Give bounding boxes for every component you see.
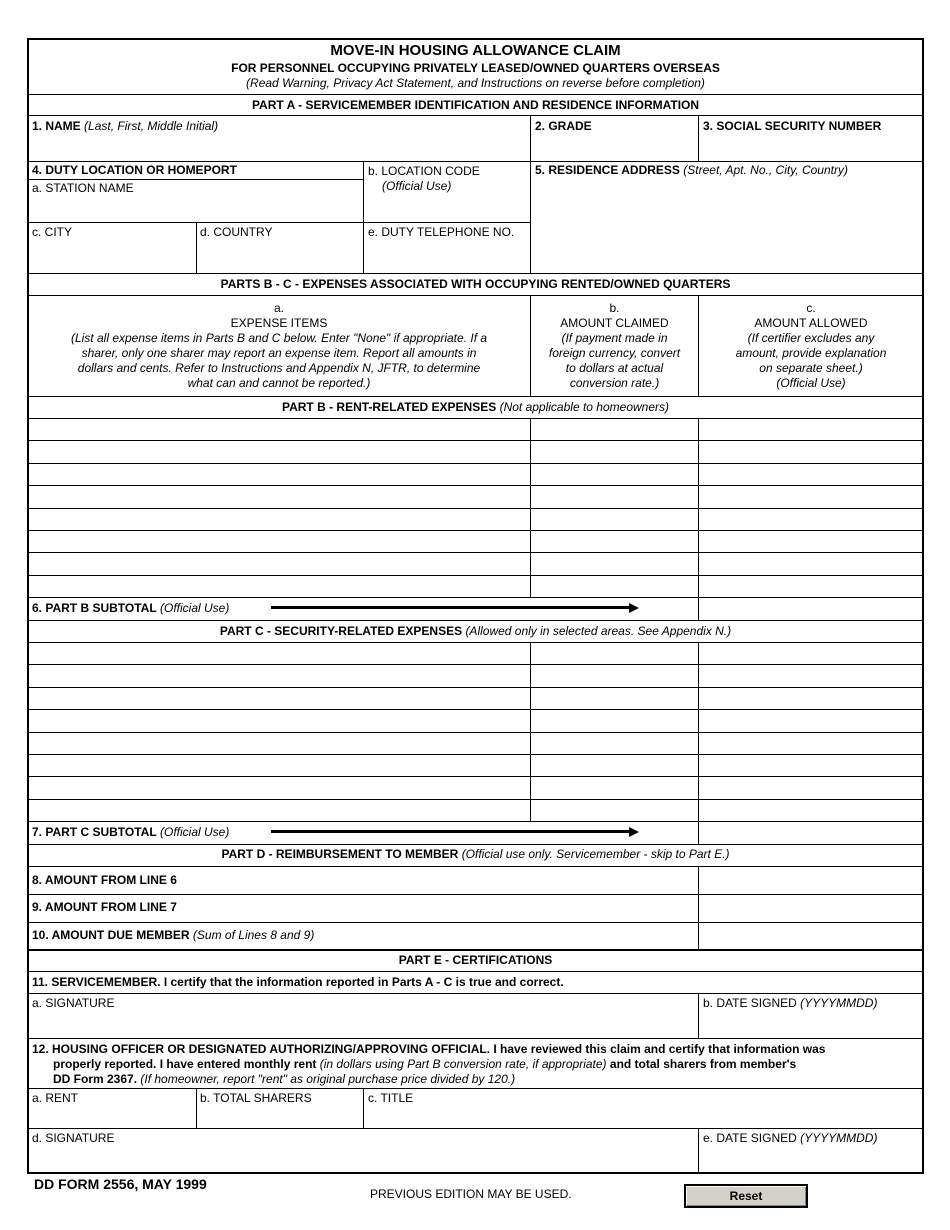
cert-12-line-2b: (in dollars using Part B conversion rate, if appropriate) [319, 1057, 607, 1071]
part-c-subtotal-input[interactable] [703, 824, 923, 844]
divider [698, 642, 699, 821]
name-input[interactable] [32, 136, 530, 160]
name-label [32, 119, 218, 133]
part-b-item-input[interactable] [32, 487, 530, 507]
rent-label: a. RENT [32, 1091, 79, 1105]
part-b-allowed-input[interactable] [703, 442, 923, 462]
divider [363, 1088, 364, 1128]
title-label: c. TITLE [368, 1091, 414, 1105]
part-b-subtotal-hint: (Official Use) [160, 601, 230, 615]
divider [698, 295, 699, 396]
divider [28, 844, 923, 845]
divider [530, 295, 531, 396]
divider [28, 508, 923, 509]
form-subtitle: FOR PERSONNEL OCCUPYING PRIVATELY LEASED/OWNED QUARTERS OVERSEAS [231, 61, 720, 75]
divider [28, 971, 923, 972]
col-b-title: AMOUNT CLAIMED [560, 316, 669, 330]
city-label: c. CITY [32, 225, 73, 239]
divider [28, 463, 923, 464]
total-sharers-label: b. TOTAL SHARERS [200, 1091, 312, 1105]
residence-address-input[interactable] [535, 180, 923, 274]
part-b-allowed-input[interactable] [703, 532, 923, 552]
grade-label: 2. GRADE [535, 119, 592, 133]
arrow-head-icon [629, 603, 639, 613]
divider [28, 799, 923, 800]
part-e-heading: PART E - CERTIFICATIONS [398, 953, 553, 967]
divider [28, 530, 923, 531]
divider [28, 687, 923, 688]
member-signature-input[interactable] [32, 1012, 696, 1036]
duty-phone-label: e. DUTY TELEPHONE NO. [368, 225, 515, 239]
official-date-hint: (YYYYMMDD) [800, 1131, 878, 1145]
divider [698, 993, 699, 1038]
part-b-subtotal-text: 6. PART B SUBTOTAL [32, 601, 157, 615]
member-signature-label: a. SIGNATURE [32, 996, 115, 1010]
col-b-letter: b. [609, 301, 620, 315]
name-hint: (Last, First, Middle Initial) [84, 119, 219, 133]
part-c-allowed-input[interactable] [703, 801, 923, 821]
part-b-heading-text: PART B - RENT-RELATED EXPENSES [281, 400, 497, 414]
title-input[interactable] [368, 1106, 922, 1128]
part-c-allowed-input[interactable] [703, 734, 923, 754]
divider [28, 620, 923, 621]
divider [28, 115, 923, 116]
part-c-allowed-input[interactable] [703, 644, 923, 664]
part-b-item-input[interactable] [32, 510, 530, 530]
line-10-label [32, 928, 314, 942]
part-c-subtotal-label [32, 825, 229, 839]
line-8-label: 8. AMOUNT FROM LINE 6 [32, 873, 177, 887]
cert-12-line-2c: and total sharers from member's [609, 1057, 797, 1071]
col-c-note-line: on separate sheet.) [759, 361, 863, 375]
location-code-label: b. LOCATION CODE [368, 164, 480, 178]
location-code-hint: (Official Use) [382, 179, 452, 193]
divider [28, 732, 923, 733]
member-date-input[interactable] [703, 1012, 923, 1036]
divider [363, 161, 364, 273]
divider [28, 664, 923, 665]
ssn-input[interactable] [703, 136, 923, 160]
part-b-claimed-input[interactable] [535, 420, 698, 440]
col-c-note-line: amount, provide explanation [735, 346, 887, 360]
part-c-subtotal-text: 7. PART C SUBTOTAL [32, 825, 157, 839]
col-b-note-line: (If payment made in [561, 331, 668, 345]
col-b-note-line: foreign currency, convert [548, 346, 681, 360]
line-10-hint: (Sum of Lines 8 and 9) [192, 928, 315, 942]
part-c-allowed-input[interactable] [703, 689, 923, 709]
divider [530, 418, 531, 597]
parts-bc-heading: PARTS B - C - EXPENSES ASSOCIATED WITH OCCUPYING RENTED/OWNED QUARTERS [220, 277, 731, 291]
part-c-claimed-input[interactable] [535, 666, 698, 686]
city-input[interactable] [32, 242, 194, 270]
member-date-label [703, 996, 877, 1010]
part-c-claimed-input[interactable] [535, 778, 698, 798]
cert-12-line-2 [53, 1057, 796, 1071]
part-b-item-input[interactable] [32, 420, 530, 440]
divider [28, 440, 923, 441]
part-d-heading-note: (Official use only. Servicemember - skip to Part E.) [461, 847, 730, 861]
part-c-subtotal-hint: (Official Use) [160, 825, 230, 839]
part-b-allowed-input[interactable] [703, 465, 923, 485]
divider [28, 161, 923, 162]
cert-12-line-3 [53, 1072, 515, 1086]
part-c-claimed-input[interactable] [535, 756, 698, 776]
official-date-label [703, 1131, 877, 1145]
divider [698, 866, 699, 949]
official-signature-input[interactable] [32, 1147, 696, 1171]
part-c-item-input[interactable] [32, 644, 530, 664]
part-c-allowed-input[interactable] [703, 756, 923, 776]
part-c-claimed-input[interactable] [535, 711, 698, 731]
divider [28, 597, 923, 598]
form-title: MOVE-IN HOUSING ALLOWANCE CLAIM [330, 42, 621, 59]
line-8-input[interactable] [703, 869, 923, 893]
country-label: d. COUNTRY [200, 225, 273, 239]
location-code-input[interactable] [368, 196, 530, 220]
part-b-subtotal-label [32, 601, 229, 615]
line-10-input[interactable] [703, 925, 923, 949]
form-id: DD FORM 2556, MAY 1999 [34, 1176, 207, 1192]
part-b-claimed-input[interactable] [535, 442, 698, 462]
divider [28, 273, 923, 274]
arrow-right-icon [271, 606, 631, 609]
part-b-item-input[interactable] [32, 577, 530, 597]
part-c-item-input[interactable] [32, 734, 530, 754]
col-a-note-line: dollars and cents. Refer to Instructions and Appendix N, JFTR, to determine [77, 361, 481, 375]
line-10-text: 10. AMOUNT DUE MEMBER [32, 928, 190, 942]
residence-label-text: 5. RESIDENCE ADDRESS [535, 163, 680, 177]
cert-12-line-3b: (If homeowner, report "rent" as original purchase price divided by 120.) [140, 1072, 516, 1086]
edition-note: PREVIOUS EDITION MAY BE USED. [370, 1187, 572, 1201]
cert-11-text: 11. SERVICEMEMBER. I certify that the information reported in Parts A - C is true and correct. [32, 975, 564, 989]
reset-button[interactable]: Reset [684, 1184, 808, 1208]
line-9-label: 9. AMOUNT FROM LINE 7 [32, 900, 177, 914]
divider [28, 485, 923, 486]
col-a-header [28, 301, 530, 391]
cert-12-line-2a: properly reported. I have entered monthly rent [53, 1057, 317, 1071]
part-b-claimed-input[interactable] [535, 554, 698, 574]
divider [28, 894, 923, 895]
part-c-item-input[interactable] [32, 689, 530, 709]
divider [28, 821, 923, 822]
part-c-item-input[interactable] [32, 711, 530, 731]
col-c-note-line: (Official Use) [776, 376, 846, 390]
divider [28, 1038, 923, 1039]
name-label-text: 1. NAME [32, 119, 81, 133]
divider [698, 821, 699, 844]
col-b-header [531, 301, 698, 391]
station-name-label: a. STATION NAME [32, 181, 134, 195]
col-c-note-line: (If certifier excludes any [747, 331, 875, 345]
col-c-header [699, 301, 923, 391]
part-c-allowed-input[interactable] [703, 666, 923, 686]
divider [196, 1088, 197, 1128]
divider [28, 179, 363, 180]
duty-location-label: 4. DUTY LOCATION OR HOMEPORT [32, 163, 237, 177]
part-b-subtotal-input[interactable] [703, 600, 923, 620]
official-signature-label: d. SIGNATURE [32, 1131, 115, 1145]
divider [28, 642, 923, 643]
col-a-note-line: what can and cannot be reported.) [187, 376, 371, 390]
part-c-heading-text: PART C - SECURITY-RELATED EXPENSES [219, 624, 463, 638]
member-date-text: b. DATE SIGNED [703, 996, 797, 1010]
part-b-claimed-input[interactable] [535, 510, 698, 530]
part-b-heading-note: (Not applicable to homeowners) [499, 400, 669, 414]
divider [530, 115, 531, 273]
part-b-claimed-input[interactable] [535, 487, 698, 507]
divider [698, 597, 699, 620]
col-b-note-line: to dollars at actual [565, 361, 664, 375]
part-c-claimed-input[interactable] [535, 689, 698, 709]
part-b-claimed-input[interactable] [535, 532, 698, 552]
official-date-input[interactable] [703, 1147, 923, 1171]
ssn-label: 3. SOCIAL SECURITY NUMBER [703, 119, 882, 133]
part-c-heading-note: (Allowed only in selected areas. See Appendix N.) [465, 624, 732, 638]
part-c-allowed-input[interactable] [703, 711, 923, 731]
part-b-heading [28, 400, 923, 414]
part-c-allowed-input[interactable] [703, 778, 923, 798]
divider [28, 396, 923, 397]
part-b-claimed-input[interactable] [535, 465, 698, 485]
official-date-text: e. DATE SIGNED [703, 1131, 797, 1145]
total-sharers-input[interactable] [200, 1106, 362, 1128]
divider [28, 709, 923, 710]
divider [28, 866, 923, 867]
cert-12-line-1: 12. HOUSING OFFICER OR DESIGNATED AUTHORIZING/APPROVING OFFICIAL. I have reviewed this claim and certify that information was [32, 1042, 826, 1056]
part-d-heading-text: PART D - REIMBURSEMENT TO MEMBER [221, 847, 459, 861]
divider [28, 222, 530, 223]
part-c-item-input[interactable] [32, 801, 530, 821]
duty-phone-input[interactable] [368, 242, 530, 270]
divider [28, 1128, 923, 1129]
part-a-heading: PART A - SERVICEMEMBER IDENTIFICATION AND RESIDENCE INFORMATION [251, 98, 700, 112]
divider [28, 776, 923, 777]
divider [28, 949, 923, 951]
part-c-item-input[interactable] [32, 666, 530, 686]
part-c-item-input[interactable] [32, 756, 530, 776]
col-a-title: EXPENSE ITEMS [230, 316, 328, 330]
part-c-heading [28, 624, 923, 638]
part-b-allowed-input[interactable] [703, 577, 923, 597]
form-note: (Read Warning, Privacy Act Statement, and Instructions on reverse before completion) [246, 76, 705, 90]
line-9-input[interactable] [703, 897, 923, 921]
divider [28, 922, 923, 923]
part-b-allowed-input[interactable] [703, 554, 923, 574]
col-b-note-line: conversion rate.) [569, 376, 660, 390]
divider [28, 1088, 923, 1089]
col-a-letter: a. [273, 301, 284, 315]
divider [530, 642, 531, 821]
divider [28, 754, 923, 755]
col-c-title: AMOUNT ALLOWED [754, 316, 868, 330]
part-b-allowed-input[interactable] [703, 420, 923, 440]
residence-label [535, 163, 848, 177]
grade-input[interactable] [535, 136, 697, 160]
divider [28, 418, 923, 419]
residence-hint: (Street, Apt. No., City, Country) [683, 163, 848, 177]
divider [28, 295, 923, 296]
arrow-head-icon [629, 827, 639, 837]
part-b-item-input[interactable] [32, 465, 530, 485]
part-c-claimed-input[interactable] [535, 644, 698, 664]
col-a-note-line: sharer, only one sharer may report an expense item. Report all amounts in [81, 346, 477, 360]
divider [28, 94, 923, 95]
rent-input[interactable] [32, 1106, 194, 1128]
part-b-claimed-input[interactable] [535, 577, 698, 597]
divider [28, 993, 923, 994]
part-d-heading [28, 847, 923, 861]
cert-12-line-3a: DD Form 2367. [53, 1072, 138, 1086]
divider [698, 1128, 699, 1173]
part-c-claimed-input[interactable] [535, 801, 698, 821]
divider [28, 552, 923, 553]
country-input[interactable] [200, 242, 362, 270]
station-name-input[interactable] [32, 196, 362, 220]
divider [28, 575, 923, 576]
part-c-item-input[interactable] [32, 778, 530, 798]
member-date-hint: (YYYYMMDD) [800, 996, 878, 1010]
part-b-allowed-input[interactable] [703, 510, 923, 530]
part-c-claimed-input[interactable] [535, 734, 698, 754]
divider [698, 115, 699, 161]
arrow-right-icon [271, 830, 631, 833]
part-b-item-input[interactable] [32, 532, 530, 552]
divider [196, 222, 197, 273]
divider [698, 418, 699, 597]
part-b-item-input[interactable] [32, 442, 530, 462]
part-b-item-input[interactable] [32, 554, 530, 574]
col-c-letter: c. [806, 301, 816, 315]
part-b-allowed-input[interactable] [703, 487, 923, 507]
col-a-note-line: (List all expense items in Parts B and C below. Enter "None" if appropriate. If a [70, 331, 488, 345]
